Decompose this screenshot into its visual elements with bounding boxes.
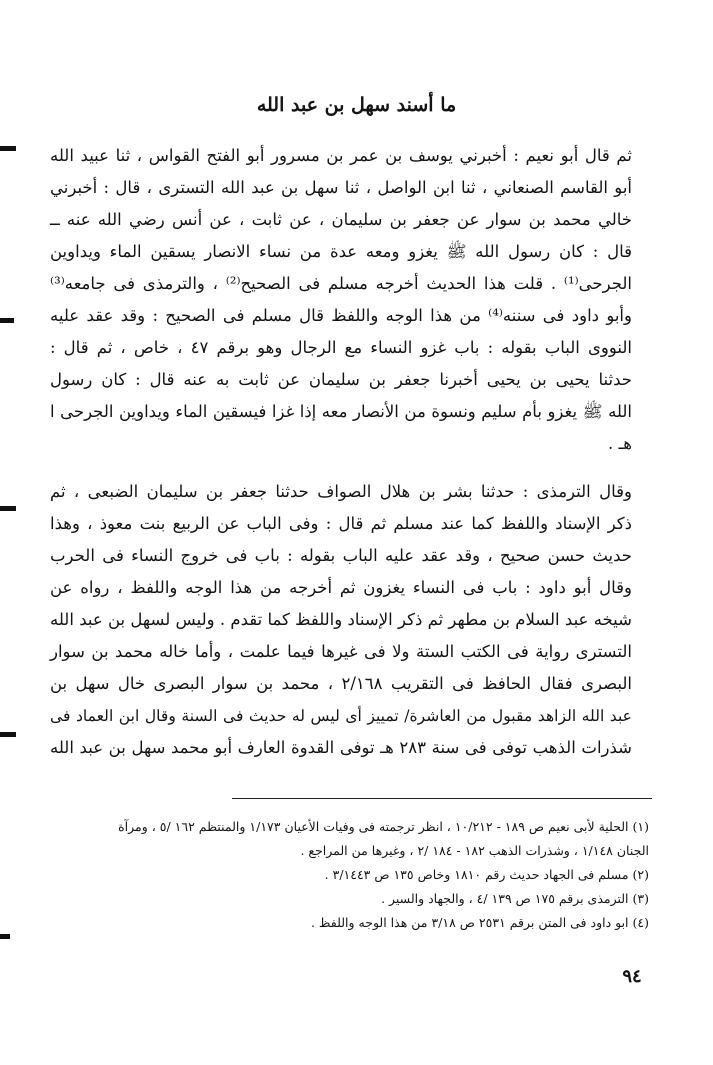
- page-title: ما أسند سهل بن عبد الله: [256, 94, 457, 116]
- page-number: ٩٤: [622, 966, 642, 987]
- text-line: خالي محمد بن سوار عن جعفر بن سليمان ، عن ثابت ، عن أنس رضي الله عنه ــ: [50, 210, 632, 229]
- footnote-separator: [232, 798, 652, 799]
- text-line: قال : كان رسول الله ﷺ يغزو ومعه عدة من نساء الانصار يسقين الماء ويداوين: [50, 242, 632, 261]
- text-line: الله ﷺ يغزو بأم سليم ونسوة من الأنصار معه إذا غزا فيسقين الماء ويداوين الجرحى ا: [50, 402, 632, 421]
- text-line: عبد الله الزاهد مقبول من العاشرة/ تمييز أى ليس له حديث فى السنة وقال ابن العماد فى: [50, 707, 632, 725]
- footnote-4: (٤) ابو داود فى المتن برقم ٢٥٣١ ص ٣/١٨ من هذا الوجه واللفظ .: [310, 915, 649, 930]
- text-line: التسترى رواية فى الكتب الستة ولا فى غيرها فيما علمت ، وأما خاله محمد بن سوار: [50, 642, 632, 661]
- text-line: أبو القاسم الصنعاني ، ثنا ابن الواصل ، ثنا سهل بن عبد الله التسترى ، قال : أخبرني: [50, 178, 632, 197]
- margin-mark: [0, 146, 16, 151]
- text-line: ذكر الإسناد واللفظ كما عند مسلم ثم قال : وفى الباب عن الربيع بنت معوذ ، وهذا: [50, 514, 632, 533]
- text-line: هـ .: [607, 434, 632, 453]
- text-line: البصرى فقال الحافظ فى التقريب ٢/١٦٨ ، محمد بن سوار البصرى خال سهل بن: [50, 674, 632, 693]
- footnote-3: (٣) الترمذى برقم ١٧٥ ص ١٣٩ /٤ ، والجهاد والسير .: [381, 891, 649, 906]
- margin-mark: [0, 934, 10, 939]
- margin-mark: [0, 506, 16, 511]
- footnote-1: (١) الحلية لأبى نعيم ص ١٨٩ - ١٠/٢١٢ ، انظر ترجمته فى وفيات الأعيان ١/١٧٣ والمنتظم ١٦٢ /٥ ، ومرآة: [118, 819, 649, 834]
- text-line: وأبو داود فى سننه⁽⁴⁾ من هذا الوجه واللفظ قال مسلم فى الصحيح : وقد عقد عليه: [50, 306, 632, 325]
- margin-mark: [0, 318, 14, 323]
- text-line: وقال الترمذى : حدثنا بشر بن هلال الصواف حدثنا جعفر بن سليمان الضبعى ، ثم: [50, 482, 632, 501]
- text-line: ثم قال أبو نعيم : أخبرني يوسف بن عمر بن مسرور أبو الفتح القواس ، ثنا عبيد الله: [50, 146, 632, 165]
- footnote-1-continued: الجنان ١/١٤٨ ، وشذرات الذهب ١٨٢ - ١٨٤ /٢ ، وغيرها من المراجع .: [300, 843, 649, 858]
- margin-mark: [0, 732, 16, 737]
- text-line: شيخه عبد السلام بن مطهر ثم ذكر الإسناد واللفظ كما تقدم . وليس لسهل بن عبد الله: [50, 610, 632, 629]
- text-line: شذرات الذهب توفى فى سنة ٢٨٣ هـ توفى القدوة العارف أبو محمد سهل بن عبد الله: [50, 738, 632, 757]
- text-line: الجرحى⁽¹⁾ . قلت هذا الحديث أخرجه مسلم فى الصحيح⁽²⁾ ، والترمذى فى جامعه⁽³⁾: [50, 274, 632, 293]
- text-line: حديث حسن صحيح ، وقد عقد عليه الباب بقوله : باب فى خروج النساء فى الحرب: [50, 546, 632, 565]
- footnote-2: (٢) مسلم فى الجهاد حديث رقم ١٨١٠ وخاص ١٣٥ ص ٣/١٤٤٣ .: [324, 867, 649, 882]
- text-line: وقال أبو داود : باب فى النساء يغزون ثم أخرجه من هذا الوجه واللفظ ، رواه عن: [50, 578, 632, 597]
- text-line: حدثنا يحيى بن يحيى أخبرنا جعفر بن سليمان عن ثابت به عنه قال : كان رسول: [50, 370, 632, 389]
- text-line: النووى الباب بقوله : باب غزو النساء مع الرجال وهو برقم ٤٧ ، خاص ، ثم قال :: [50, 338, 632, 357]
